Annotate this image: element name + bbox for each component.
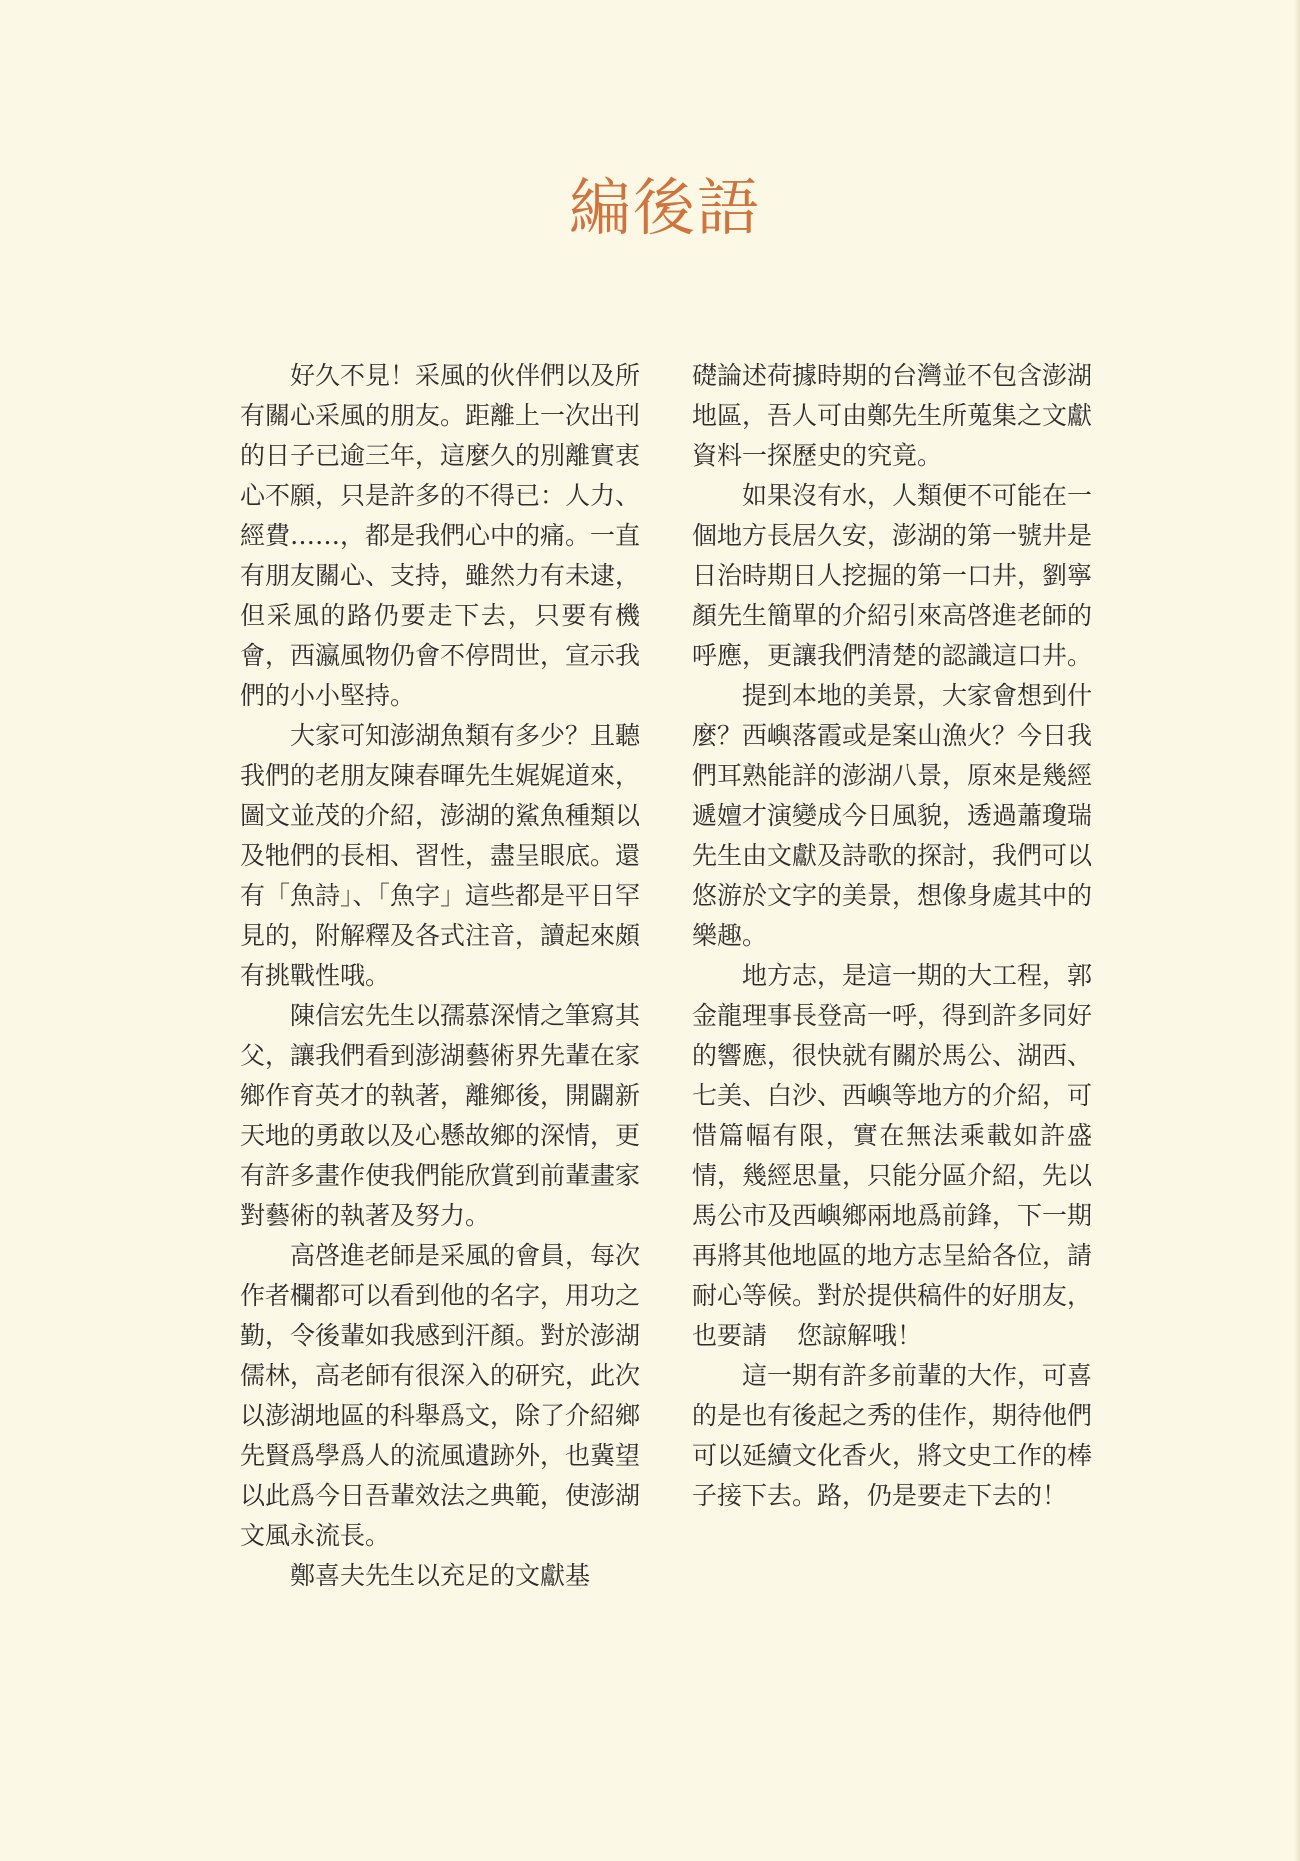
paragraph-text-continued: 您諒解哦！ [797,1321,923,1350]
paragraph: 好久不見！采風的伙伴們以及所有關心采風的朋友。距離上一次出刊的日子已逾三年，這麼久的別離實衷心不願，只是許多的不得已：人力、經費……，都是我們心中的痛。一直有朋友關心、支持，雖然力有未逮，但采風的路仍要走下去，只要有機會，西瀛風物仍會不停問世，宣示我們的小小堅持。 [240,361,641,710]
page-title: 編後語 [568,171,761,244]
paragraph-text: 地方志，是這一期的大工程，郭金龍理事長登高一呼，得到許多同好的響應，很快就有關於馬公、湖西、七美、白沙、西嶼等地方的介紹，可惜篇幅有限，實在無法乘載如許盛情，幾經思量，只能分區介紹，先以馬公市及西嶼鄉兩地爲前鋒，下一期再將其他地區的地方志呈給各位，請耐心等候。對於提供稿件的好朋友，也要請 [692,961,1093,1350]
paragraph: 陳信宏先生以孺慕深情之筆寫其父，讓我們看到澎湖藝術界先輩在家鄉作育英才的執著，離鄉後，開闢新天地的勇敢以及心懸故鄉的深情，更有許多畫作使我們能欣賞到前輩畫家對藝術的執著及努力。 [240,1001,641,1230]
paragraph: 礎論述荷據時期的台灣並不包含澎湖地區，吾人可由鄭先生所蒐集之文獻資料一探歷史的究竟。 [692,361,1093,470]
right-column [692,356,1092,1516]
paragraph: 鄭喜夫先生以充足的文獻基 [290,1561,591,1590]
paragraph: 提到本地的美景，大家會想到什麼？西嶼落霞或是案山漁火？今日我們耳熟能詳的澎湖八景，原來是幾經遞嬗才演變成今日風貌，透過蕭瓊瑞先生由文獻及詩歌的探討，我們可以悠游於文字的美景，想像身處其中的樂趣。 [692,681,1093,950]
page-edge-shadow [1294,0,1300,1861]
paragraph: 這一期有許多前輩的大作，可喜的是也有後起之秀的佳作，期待他們可以延續文化香火，將文史工作的棒子接下去。路，仍是要走下去的！ [692,1361,1093,1510]
left-column [240,356,640,1596]
paragraph: 大家可知澎湖魚類有多少？且聽我們的老朋友陳春暉先生娓娓道來，圖文並茂的介紹，澎湖的鯊魚種類以及牠們的長相、習性，盡呈眼底。還有「魚詩」、「魚字」這些都是平日罕見的，附解釋及各式注音，讀起來頗有挑戰性哦。 [240,721,641,990]
paragraph [692,956,1092,1356]
paragraph: 如果沒有水，人類便不可能在一個地方長居久安，澎湖的第一號井是日治時期日人挖掘的第一口井，劉寧顏先生簡單的介紹引來高啓進老師的呼應，更讓我們清楚的認識這口井。 [692,481,1093,670]
paragraph: 高啓進老師是采風的會員，每次作者欄都可以看到他的名字，用功之勤，令後輩如我感到汗顏。對於澎湖儒林，高老師有很深入的研究，此次以澎湖地區的科舉爲文，除了介紹鄉先賢爲學爲人的流風遺跡外，也冀望以此爲今日吾輩效法之典範，使澎湖文風永流長。 [240,1241,641,1550]
